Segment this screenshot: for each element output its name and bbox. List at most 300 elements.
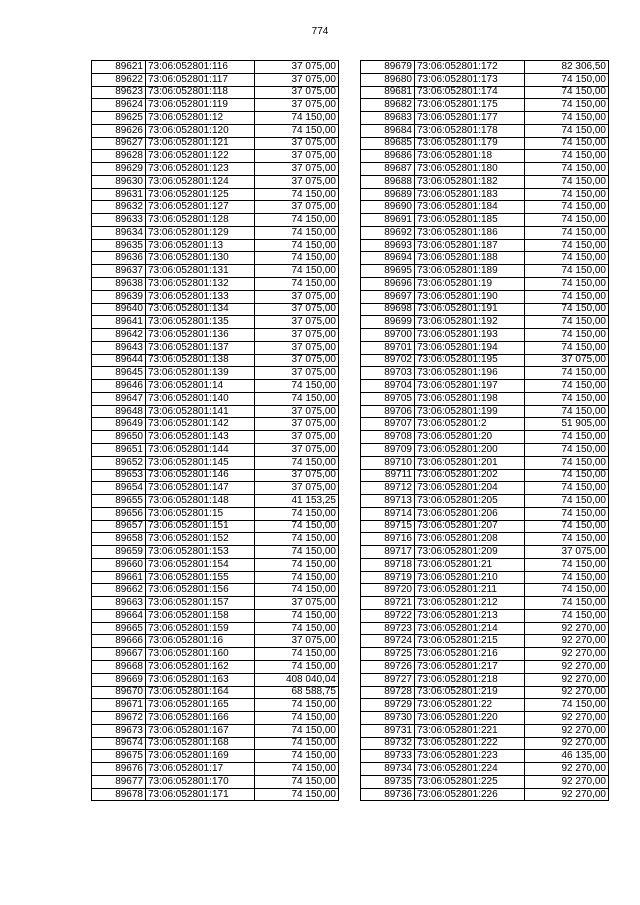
record-number-cell: 89695 [361,265,415,278]
record-number-cell: 89646 [92,380,146,393]
value-cell: 92 270,00 [525,712,609,725]
value-cell: 74 150,00 [525,456,609,469]
value-cell: 37 075,00 [255,329,339,342]
cadastral-number-cell: 73:06:052801:196 [415,367,525,380]
table-row [361,405,609,418]
cadastral-number-cell: 73:06:052801:171 [146,788,255,801]
cadastral-number-cell: 73:06:052801:163 [146,673,255,686]
record-number-cell: 89702 [361,354,415,367]
table-row [92,686,339,699]
cadastral-number-cell: 73:06:052801:145 [146,456,255,469]
table-row [361,788,609,801]
cadastral-number-cell: 73:06:052801:142 [146,418,255,431]
page-number: 774 [311,26,329,37]
cadastral-number-cell: 73:06:052801:156 [146,584,255,597]
table-row [361,495,609,508]
record-number-cell: 89679 [361,61,415,74]
value-cell: 46 135,00 [525,750,609,763]
value-cell: 37 075,00 [255,99,339,112]
cadastral-number-cell: 73:06:052801:185 [415,214,525,227]
cadastral-number-cell: 73:06:052801:2 [415,418,525,431]
table-row [92,622,339,635]
table-row [92,380,339,393]
record-number-cell: 89676 [92,763,146,776]
value-cell: 74 150,00 [525,252,609,265]
value-cell: 74 150,00 [255,763,339,776]
table-row [361,86,609,99]
table-row [92,163,339,176]
record-number-cell: 89685 [361,137,415,150]
table-row [92,239,339,252]
table-row [92,507,339,520]
record-number-cell: 89689 [361,188,415,201]
value-cell: 74 150,00 [255,584,339,597]
table-row [92,99,339,112]
table-row [361,648,609,661]
table-row [361,137,609,150]
record-number-cell: 89683 [361,112,415,125]
cadastral-number-cell: 73:06:052801:20 [415,431,525,444]
cadastral-number-cell: 73:06:052801:154 [146,558,255,571]
table-row [92,329,339,342]
value-cell: 74 150,00 [525,392,609,405]
value-cell: 68 588,75 [255,686,339,699]
value-cell: 74 150,00 [255,252,339,265]
table-row [92,112,339,125]
table-row [361,737,609,750]
cadastral-number-cell: 73:06:052801:200 [415,443,525,456]
cadastral-number-cell: 73:06:052801:132 [146,278,255,291]
table-row [92,124,339,137]
cadastral-number-cell: 73:06:052801:162 [146,660,255,673]
table-row [361,252,609,265]
record-number-cell: 89697 [361,290,415,303]
table-row [361,418,609,431]
record-number-cell: 89677 [92,775,146,788]
cadastral-number-cell: 73:06:052801:216 [415,648,525,661]
record-number-cell: 89733 [361,750,415,763]
table-row [361,201,609,214]
table-row [361,469,609,482]
record-number-cell: 89678 [92,788,146,801]
record-number-cell: 89643 [92,341,146,354]
table-row [92,392,339,405]
cadastral-number-cell: 73:06:052801:158 [146,609,255,622]
value-cell: 92 270,00 [525,635,609,648]
record-number-cell: 89735 [361,775,415,788]
value-cell: 37 075,00 [255,354,339,367]
cadastral-number-cell: 73:06:052801:180 [415,163,525,176]
table-row [361,712,609,725]
record-number-cell: 89710 [361,456,415,469]
cadastral-number-cell: 73:06:052801:209 [415,546,525,559]
value-cell: 74 150,00 [255,775,339,788]
cadastral-number-cell: 73:06:052801:204 [415,482,525,495]
record-number-cell: 89701 [361,341,415,354]
value-cell: 74 150,00 [255,546,339,559]
value-cell: 37 075,00 [255,316,339,329]
cadastral-number-cell: 73:06:052801:15 [146,507,255,520]
table-row [361,635,609,648]
record-number-cell: 89632 [92,201,146,214]
cadastral-number-cell: 73:06:052801:219 [415,686,525,699]
table-row [92,673,339,686]
record-number-cell: 89717 [361,546,415,559]
value-cell: 74 150,00 [255,737,339,750]
value-cell: 37 075,00 [255,73,339,86]
value-cell: 82 306,50 [525,61,609,74]
cadastral-number-cell: 73:06:052801:221 [415,724,525,737]
cadastral-number-cell: 73:06:052801:211 [415,584,525,597]
table-row [92,482,339,495]
record-number-cell: 89648 [92,405,146,418]
cadastral-number-cell: 73:06:052801:152 [146,533,255,546]
cadastral-number-cell: 73:06:052801:160 [146,648,255,661]
value-cell: 74 150,00 [525,214,609,227]
table-row [92,431,339,444]
value-cell: 74 150,00 [525,495,609,508]
table-row [92,737,339,750]
value-cell: 74 150,00 [525,188,609,201]
record-number-cell: 89703 [361,367,415,380]
value-cell: 74 150,00 [525,124,609,137]
table-row [361,546,609,559]
record-number-cell: 89626 [92,124,146,137]
value-cell: 37 075,00 [255,443,339,456]
value-cell: 74 150,00 [255,239,339,252]
record-number-cell: 89714 [361,507,415,520]
cadastral-number-cell: 73:06:052801:205 [415,495,525,508]
cadastral-number-cell: 73:06:052801:179 [415,137,525,150]
table-row [361,290,609,303]
table-row [361,392,609,405]
record-number-cell: 89672 [92,712,146,725]
table-row [92,201,339,214]
value-cell: 74 150,00 [255,112,339,125]
table-row [92,660,339,673]
value-cell: 74 150,00 [525,405,609,418]
value-cell: 74 150,00 [525,137,609,150]
value-cell: 74 150,00 [255,750,339,763]
value-cell: 37 075,00 [255,405,339,418]
value-cell: 74 150,00 [255,188,339,201]
value-cell: 74 150,00 [525,469,609,482]
table-row [361,265,609,278]
table-row [361,214,609,227]
value-cell: 41 153,25 [255,495,339,508]
table-row [361,699,609,712]
cadastral-number-cell: 73:06:052801:16 [146,635,255,648]
record-number-cell: 89673 [92,724,146,737]
record-number-cell: 89634 [92,226,146,239]
value-cell: 74 150,00 [525,329,609,342]
record-number-cell: 89687 [361,163,415,176]
ledger-table-left [91,60,339,801]
value-cell: 74 150,00 [525,73,609,86]
table-row [92,73,339,86]
value-cell: 74 150,00 [525,609,609,622]
cadastral-number-cell: 73:06:052801:178 [415,124,525,137]
record-number-cell: 89656 [92,507,146,520]
record-number-cell: 89726 [361,660,415,673]
record-number-cell: 89688 [361,175,415,188]
record-number-cell: 89653 [92,469,146,482]
record-number-cell: 89693 [361,239,415,252]
value-cell: 74 150,00 [255,712,339,725]
record-number-cell: 89642 [92,329,146,342]
record-number-cell: 89627 [92,137,146,150]
record-number-cell: 89694 [361,252,415,265]
record-number-cell: 89661 [92,571,146,584]
cadastral-number-cell: 73:06:052801:175 [415,99,525,112]
table-row [92,571,339,584]
table-row [92,750,339,763]
cadastral-number-cell: 73:06:052801:210 [415,571,525,584]
value-cell: 74 150,00 [525,507,609,520]
value-cell: 74 150,00 [525,265,609,278]
table-row [361,150,609,163]
record-number-cell: 89731 [361,724,415,737]
value-cell: 37 075,00 [255,418,339,431]
record-number-cell: 89700 [361,329,415,342]
value-cell: 74 150,00 [525,571,609,584]
value-cell: 74 150,00 [525,443,609,456]
cadastral-number-cell: 73:06:052801:194 [415,341,525,354]
value-cell: 51 905,00 [525,418,609,431]
record-number-cell: 89713 [361,495,415,508]
cadastral-number-cell: 73:06:052801:21 [415,558,525,571]
ledger-table-left-body [92,61,339,801]
record-number-cell: 89662 [92,584,146,597]
cadastral-number-cell: 73:06:052801:222 [415,737,525,750]
table-row [361,124,609,137]
cadastral-number-cell: 73:06:052801:127 [146,201,255,214]
record-number-cell: 89736 [361,788,415,801]
table-row [92,290,339,303]
record-number-cell: 89633 [92,214,146,227]
value-cell: 408 040,04 [255,673,339,686]
cadastral-number-cell: 73:06:052801:213 [415,609,525,622]
table-row [92,303,339,316]
cadastral-number-cell: 73:06:052801:141 [146,405,255,418]
table-row [92,214,339,227]
record-number-cell: 89712 [361,482,415,495]
table-row [92,495,339,508]
value-cell: 74 150,00 [525,112,609,125]
cadastral-number-cell: 73:06:052801:134 [146,303,255,316]
record-number-cell: 89664 [92,609,146,622]
table-row [92,520,339,533]
cadastral-number-cell: 73:06:052801:133 [146,290,255,303]
cadastral-number-cell: 73:06:052801:143 [146,431,255,444]
table-row [92,367,339,380]
record-number-cell: 89715 [361,520,415,533]
table-row [92,775,339,788]
record-number-cell: 89732 [361,737,415,750]
cadastral-number-cell: 73:06:052801:19 [415,278,525,291]
table-row [92,712,339,725]
record-number-cell: 89623 [92,86,146,99]
record-number-cell: 89628 [92,150,146,163]
value-cell: 92 270,00 [525,648,609,661]
ledger-table-right-body [361,61,609,801]
value-cell: 74 150,00 [255,265,339,278]
table-row [361,316,609,329]
value-cell: 92 270,00 [525,686,609,699]
cadastral-number-cell: 73:06:052801:206 [415,507,525,520]
value-cell: 92 270,00 [525,724,609,737]
table-row [361,380,609,393]
table-row [361,686,609,699]
cadastral-number-cell: 73:06:052801:148 [146,495,255,508]
value-cell: 74 150,00 [525,201,609,214]
value-cell: 74 150,00 [255,226,339,239]
value-cell: 37 075,00 [255,469,339,482]
value-cell: 92 270,00 [525,775,609,788]
value-cell: 74 150,00 [525,278,609,291]
cadastral-number-cell: 73:06:052801:12 [146,112,255,125]
table-row [361,341,609,354]
table-row [92,265,339,278]
value-cell: 37 075,00 [255,367,339,380]
value-cell: 74 150,00 [255,724,339,737]
table-row [361,226,609,239]
record-number-cell: 89696 [361,278,415,291]
record-number-cell: 89722 [361,609,415,622]
table-row [92,188,339,201]
value-cell: 37 075,00 [255,150,339,163]
cadastral-number-cell: 73:06:052801:128 [146,214,255,227]
table-row [361,584,609,597]
cadastral-number-cell: 73:06:052801:191 [415,303,525,316]
value-cell: 92 270,00 [525,622,609,635]
table-row [361,609,609,622]
value-cell: 74 150,00 [255,660,339,673]
table-row [92,469,339,482]
cadastral-number-cell: 73:06:052801:184 [415,201,525,214]
cadastral-number-cell: 73:06:052801:207 [415,520,525,533]
table-row [92,226,339,239]
table-row [92,316,339,329]
record-number-cell: 89650 [92,431,146,444]
value-cell: 37 075,00 [255,137,339,150]
table-row [92,763,339,776]
cadastral-number-cell: 73:06:052801:190 [415,290,525,303]
table-row [361,278,609,291]
value-cell: 74 150,00 [525,99,609,112]
table-row [92,584,339,597]
cadastral-number-cell: 73:06:052801:208 [415,533,525,546]
cadastral-number-cell: 73:06:052801:13 [146,239,255,252]
record-number-cell: 89720 [361,584,415,597]
cadastral-number-cell: 73:06:052801:224 [415,763,525,776]
value-cell: 74 150,00 [255,392,339,405]
value-cell: 37 075,00 [255,635,339,648]
value-cell: 37 075,00 [255,482,339,495]
value-cell: 74 150,00 [525,367,609,380]
value-cell: 37 075,00 [255,290,339,303]
record-number-cell: 89706 [361,405,415,418]
record-number-cell: 89637 [92,265,146,278]
record-number-cell: 89721 [361,597,415,610]
cadastral-number-cell: 73:06:052801:218 [415,673,525,686]
cadastral-number-cell: 73:06:052801:168 [146,737,255,750]
value-cell: 74 150,00 [525,520,609,533]
record-number-cell: 89684 [361,124,415,137]
value-cell: 74 150,00 [525,150,609,163]
cadastral-number-cell: 73:06:052801:166 [146,712,255,725]
record-number-cell: 89630 [92,175,146,188]
table-row [361,175,609,188]
cadastral-number-cell: 73:06:052801:139 [146,367,255,380]
table-row [361,329,609,342]
value-cell: 92 270,00 [525,673,609,686]
record-number-cell: 89725 [361,648,415,661]
record-number-cell: 89690 [361,201,415,214]
cadastral-number-cell: 73:06:052801:22 [415,699,525,712]
cadastral-number-cell: 73:06:052801:174 [415,86,525,99]
record-number-cell: 89629 [92,163,146,176]
record-number-cell: 89639 [92,290,146,303]
value-cell: 37 075,00 [255,163,339,176]
record-number-cell: 89669 [92,673,146,686]
record-number-cell: 89699 [361,316,415,329]
table-row [361,673,609,686]
value-cell: 74 150,00 [525,86,609,99]
cadastral-number-cell: 73:06:052801:123 [146,163,255,176]
record-number-cell: 89655 [92,495,146,508]
table-row [92,609,339,622]
record-number-cell: 89640 [92,303,146,316]
cadastral-number-cell: 73:06:052801:117 [146,73,255,86]
cadastral-number-cell: 73:06:052801:177 [415,112,525,125]
record-number-cell: 89682 [361,99,415,112]
table-row [92,788,339,801]
cadastral-number-cell: 73:06:052801:135 [146,316,255,329]
cadastral-number-cell: 73:06:052801:225 [415,775,525,788]
table-row [92,150,339,163]
value-cell: 74 150,00 [525,597,609,610]
cadastral-number-cell: 73:06:052801:116 [146,61,255,74]
cadastral-number-cell: 73:06:052801:212 [415,597,525,610]
cadastral-number-cell: 73:06:052801:201 [415,456,525,469]
cadastral-number-cell: 73:06:052801:182 [415,175,525,188]
value-cell: 74 150,00 [255,520,339,533]
record-number-cell: 89692 [361,226,415,239]
record-number-cell: 89724 [361,635,415,648]
cadastral-number-cell: 73:06:052801:220 [415,712,525,725]
cadastral-number-cell: 73:06:052801:155 [146,571,255,584]
value-cell: 74 150,00 [255,380,339,393]
value-cell: 74 150,00 [255,278,339,291]
value-cell: 74 150,00 [255,124,339,137]
value-cell: 74 150,00 [525,431,609,444]
table-row [361,73,609,86]
record-number-cell: 89624 [92,99,146,112]
cadastral-number-cell: 73:06:052801:159 [146,622,255,635]
table-row [92,61,339,74]
record-number-cell: 89719 [361,571,415,584]
value-cell: 74 150,00 [255,648,339,661]
table-row [361,533,609,546]
record-number-cell: 89698 [361,303,415,316]
record-number-cell: 89658 [92,533,146,546]
record-number-cell: 89660 [92,558,146,571]
record-number-cell: 89686 [361,150,415,163]
table-row [92,635,339,648]
record-number-cell: 89716 [361,533,415,546]
value-cell: 74 150,00 [525,316,609,329]
